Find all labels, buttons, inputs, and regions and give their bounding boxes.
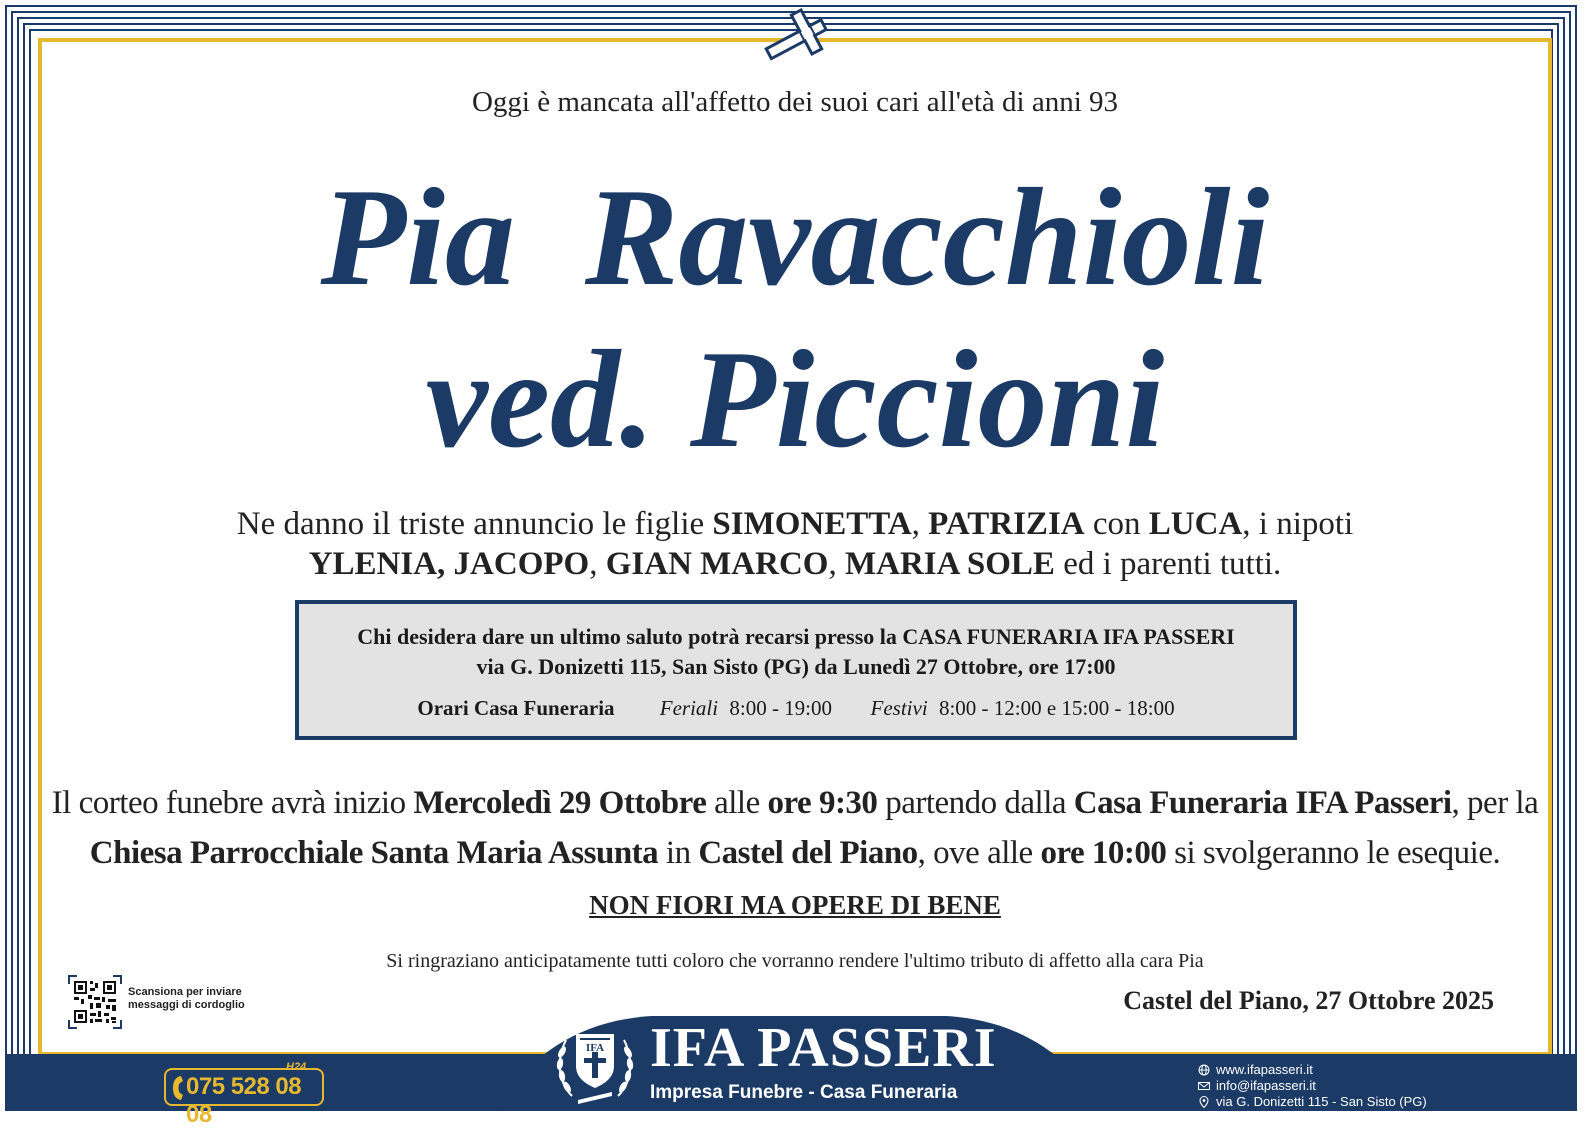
text-fragment: si svolgeranno le esequie. xyxy=(1166,835,1501,871)
phone-number: 075 528 08 08 xyxy=(186,1073,302,1128)
ifa-logo-text: IFA xyxy=(585,1042,605,1054)
text-fragment: , xyxy=(589,546,606,582)
place-date: Castel del Piano, 27 Ottobre 2025 xyxy=(1123,986,1494,1015)
text-fragment: alle xyxy=(706,785,768,821)
globe-icon xyxy=(1198,1064,1210,1076)
text-fragment: in xyxy=(658,835,699,871)
procession-time: ore 9:30 xyxy=(767,785,878,821)
holiday-hours: 8:00 - 12:00 e 15:00 - 18:00 xyxy=(938,696,1175,720)
church-name: Chiesa Parrocchiale Santa Maria Assunta xyxy=(89,835,659,871)
location-pin-icon xyxy=(1198,1096,1210,1108)
announcement-text xyxy=(0,504,1590,584)
visitation-box xyxy=(295,600,1297,740)
brand-name: IFA PASSERI xyxy=(650,1017,997,1079)
procession-origin: Casa Funeraria IFA Passeri xyxy=(1073,785,1452,821)
qr-code-icon[interactable] xyxy=(68,975,122,1029)
deceased-name: Pia Ravacchioli xyxy=(320,160,1270,315)
thanks-text: Si ringraziano anticipatamente tutti coloro che vorranno rendere l'ultimo tributo di affetto alla cara Pia xyxy=(386,950,1204,972)
cross-icon xyxy=(748,6,844,76)
text-fragment: , ove alle xyxy=(917,835,1041,871)
relative-name: SIMONETTA xyxy=(712,506,912,542)
email-row[interactable] xyxy=(1198,1078,1427,1094)
opening-hours xyxy=(299,696,1293,721)
h24-badge: H24 xyxy=(286,1061,307,1073)
text-fragment: , per la xyxy=(1451,785,1539,821)
phone-icon xyxy=(170,1074,186,1102)
weekday-label: Feriali xyxy=(659,696,719,720)
qr-caption-line-2: messaggi di cordoglio xyxy=(128,999,245,1011)
website-row[interactable] xyxy=(1198,1062,1427,1078)
text-fragment: ed i parenti tutti. xyxy=(1054,546,1282,582)
text-fragment: , xyxy=(828,546,845,582)
procession-date: Mercoledì 29 Ottobre xyxy=(413,785,707,821)
relative-name: LUCA xyxy=(1148,506,1243,542)
text-fragment: , xyxy=(911,506,929,542)
qr-caption-line-1: Scansiona per inviare xyxy=(128,986,242,998)
church-location: Castel del Piano xyxy=(698,835,918,871)
address-row xyxy=(1198,1094,1427,1110)
no-flowers-notice: NON FIORI MA OPERE DI BENE xyxy=(589,890,1001,920)
visitation-line-2: via G. Donizetti 115, San Sisto (PG) da Lunedì 27 Ottobre, ore 17:00 xyxy=(476,654,1116,679)
hours-label: Orari Casa Funeraria xyxy=(417,696,615,720)
text-fragment: Ne danno il triste annuncio le figlie xyxy=(236,506,713,542)
relative-name: GIAN MARCO xyxy=(605,546,829,582)
text-fragment: Il corteo funebre avrà inizio xyxy=(51,785,414,821)
relative-name: YLENIA, JACOPO xyxy=(308,546,590,582)
deceased-married-name: ved. Piccioni xyxy=(425,322,1165,477)
contacts-block xyxy=(1198,1062,1427,1110)
relative-name: PATRIZIA xyxy=(928,506,1085,542)
weekday-hours: 8:00 - 19:00 xyxy=(729,696,833,720)
visitation-line-1: Chi desidera dare un ultimo saluto potrà recarsi presso la CASA FUNERARIA IFA PASSERI xyxy=(357,624,1235,649)
website-link[interactable]: www.ifapasseri.it xyxy=(1216,1062,1313,1077)
service-time: ore 10:00 xyxy=(1040,835,1167,871)
address-text: via G. Donizetti 115 - San Sisto (PG) xyxy=(1216,1094,1427,1109)
envelope-icon xyxy=(1198,1080,1210,1092)
brand-tagline: Impresa Funebre - Casa Funeraria xyxy=(650,1082,958,1103)
text-fragment: con xyxy=(1084,506,1149,542)
phone-button[interactable] xyxy=(164,1068,324,1128)
email-link[interactable]: info@ifapasseri.it xyxy=(1216,1078,1316,1093)
text-fragment: partendo dalla xyxy=(877,785,1074,821)
relative-name: MARIA SOLE xyxy=(844,546,1055,582)
text-fragment: , i nipoti xyxy=(1242,506,1354,542)
qr-caption xyxy=(128,986,245,1012)
age-subtitle: Oggi è mancata all'affetto dei suoi cari all'età di anni 93 xyxy=(471,86,1119,118)
funeral-procession-text xyxy=(0,778,1590,878)
holiday-label: Festivi xyxy=(870,696,928,720)
ifa-logo-icon xyxy=(552,1022,638,1108)
